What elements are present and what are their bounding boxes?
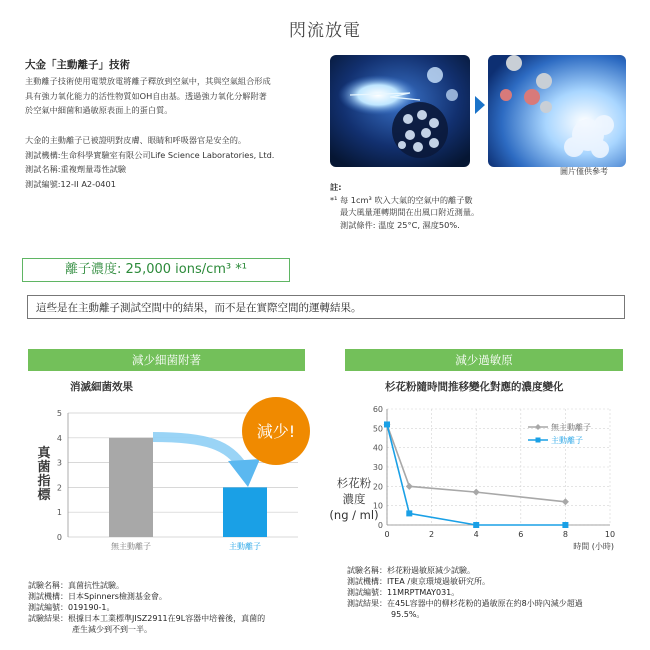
right-panel-subtitle: 杉花粉隨時間推移變化對應的濃度變化 (385, 381, 564, 393)
left-panel-banner: 減少細菌附著 (28, 349, 305, 371)
arrow-right-icon (475, 96, 485, 114)
data-point (406, 483, 413, 490)
note-line: 最大風量運轉期間在出風口附近測量。 (340, 207, 480, 217)
legend-label: 無主動離子 (551, 423, 591, 432)
x-tick-label: 6 (518, 530, 524, 539)
safety-description (25, 133, 274, 191)
x-axis-label: 時間 (小時) (573, 542, 614, 551)
safety-line: 測試機構:生命科學實驗室有限公司Life Science Laboratories, Ltd. (25, 149, 275, 160)
tech-heading: 大金「主動離子」技術 (25, 59, 130, 71)
reduction-callout-text: 減少! (256, 422, 296, 441)
tech-line: 具有強力氧化能力的活性物質如OH自由基。透過強力氧化分解附著 (25, 90, 267, 101)
y-tick-label: 60 (372, 405, 383, 414)
y-tick-label: 30 (372, 463, 383, 472)
x-tick-label: 8 (562, 530, 568, 539)
left-panel-subtitle: 消滅細菌效果 (70, 381, 133, 393)
data-point (473, 522, 479, 528)
bar (109, 438, 153, 537)
x-tick-label: 4 (473, 530, 479, 539)
tech-description (25, 74, 271, 118)
x-tick-label: 無主動離子 (111, 542, 151, 551)
note-block (330, 181, 479, 231)
note-label: 註: (330, 182, 342, 192)
data-point (473, 489, 480, 496)
bacteria-decomposition-image (488, 55, 626, 167)
image-caption: 圖片僅供參考 (560, 167, 608, 176)
right-footnote-line: 測試編號：11MRPTMAY031。 (347, 588, 460, 597)
left-footnote-line: 產生減少到不到一半。 (72, 625, 152, 634)
legend-marker (536, 438, 541, 443)
y-axis-label: 濃度 (342, 492, 366, 506)
plasma-discharge-image (330, 55, 470, 167)
left-footnotes (28, 580, 265, 635)
y-tick-label: 1 (56, 508, 62, 518)
data-point (406, 510, 412, 516)
legend-marker (535, 424, 541, 430)
result-statement-box: 這些是在主動離子測試空間中的結果，而不是在實際空間的運轉結果。 (27, 295, 625, 319)
y-axis-label-char: 標 (37, 488, 51, 503)
x-tick-label: 10 (604, 530, 616, 539)
left-footnote-line: 試驗結果：根據日本工業標準JISZ2911在9L容器中培養後，真菌的 (28, 614, 266, 623)
data-point (562, 498, 569, 505)
left-footnote-line: 測試編號：019190-1。 (28, 603, 115, 612)
right-panel-banner: 減少過敏原 (345, 349, 623, 371)
bacteria-bar-chart (28, 395, 318, 565)
right-footnote-line: 95.5%。 (391, 610, 425, 619)
y-tick-label: 2 (56, 483, 62, 493)
y-axis-label-char: 真 (37, 446, 51, 461)
y-tick-label: 50 (372, 424, 383, 434)
y-tick-label: 3 (56, 458, 62, 468)
page-title: 閃流放電 (289, 21, 361, 41)
data-point (384, 421, 390, 427)
left-footnote-line: 測試機構：日本Spinners檢測基金會。 (28, 592, 167, 601)
y-tick-label: 40 (372, 443, 383, 453)
x-tick-label: 0 (384, 530, 390, 539)
right-footnote-line: 試驗名稱：杉花粉過敏原減少試驗。 (347, 566, 475, 575)
y-axis-label-char: 菌 (37, 460, 51, 475)
right-footnote-line: 測試機構：ITEA /東京環境過敏研究所。 (347, 577, 491, 586)
y-axis-label-char: 指 (37, 474, 51, 489)
safety-line: 測試名稱:重複劑量毒性試驗 (25, 164, 127, 174)
note-line: 測試條件: 溫度 25°C, 濕度50%. (340, 219, 460, 230)
y-tick-label: 0 (56, 533, 62, 542)
y-axis-label: (ng / ml) (329, 508, 379, 522)
y-tick-label: 5 (56, 409, 62, 418)
tech-line: 於空氣中細菌和過敏原表面上的蛋白質。 (25, 105, 173, 115)
bar (223, 487, 267, 537)
note-line: *¹ 每 1cm³ 吹入大氣的空氣中的離子數 (330, 194, 473, 205)
pollen-line-chart (320, 395, 630, 565)
safety-line: 大金的主動離子已被證明對皮膚、眼睛和呼吸器官是安全的。 (25, 135, 247, 145)
y-axis-label: 杉花粉 (336, 476, 372, 490)
y-tick-label: 4 (56, 433, 62, 443)
tech-line: 主動離子技術使用電漿放電將離子釋放到空氣中，其與空氣組合形成 (25, 76, 271, 86)
reduction-arrowhead (228, 459, 260, 487)
y-tick-label: 20 (372, 482, 383, 492)
y-tick-label: 0 (377, 521, 383, 530)
safety-line: 測試編號:12-II A2-0401 (25, 178, 116, 189)
x-tick-label: 主動離子 (229, 542, 261, 551)
left-footnote-line: 試驗名稱：真菌抗性試驗。 (28, 581, 124, 590)
right-footnotes (347, 565, 583, 620)
right-footnote-line: 測試結果：在45L容器中的柳杉花粉的過敏原在約8小時內減少超過 (347, 599, 583, 608)
data-point (562, 522, 568, 528)
y-tick-label: 10 (372, 501, 383, 511)
x-tick-label: 2 (429, 530, 435, 539)
ion-concentration-box: 離子濃度: 25,000 ions/cm³ *¹ (22, 258, 290, 282)
legend-label: 主動離子 (551, 436, 583, 445)
